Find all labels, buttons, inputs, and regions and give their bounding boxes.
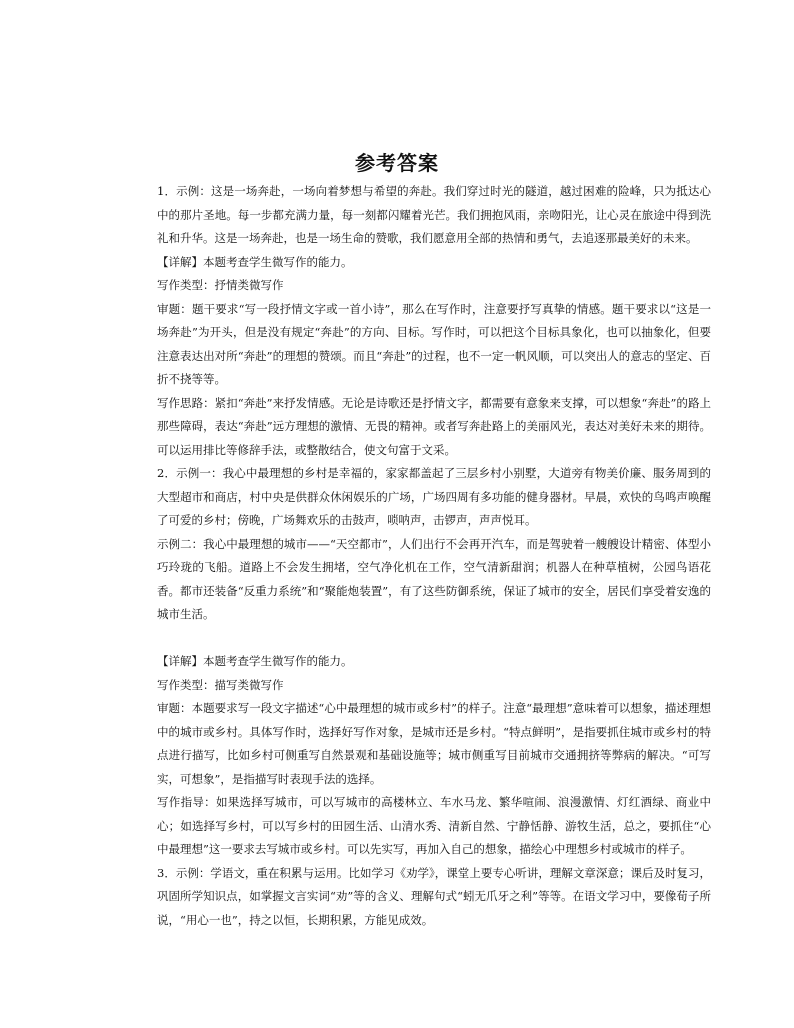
answer-2-writing-type: 写作类型：描写类微写作	[157, 677, 284, 692]
answer-1-explanation-heading: 【详解】本题考查学生微写作的能力。	[157, 254, 353, 269]
answer-1-example: 1．示例：这是一场奔赴，一场向着梦想与希望的奔赴。我们穿过时光的隧道，越过困难的险峰，只为抵达心中的那片圣地。每一步都充满力量，每一刻都闪耀着光芒。我们拥抱风雨，亲吻阳光，让心灵在旅途中得到洗礼和升华。这是一场奔赴，也是一场生命的赞歌，我们愿意用全部的热情和勇气，去追逐那最美好的未来。	[157, 184, 711, 245]
answer-2-explanation-heading: 【详解】本题考查学生微写作的能力。	[157, 654, 353, 668]
answer-2-example-1: 2．示例一：我心中最理想的乡村是幸福的，家家都盖起了三层乡村小别墅，大道旁有物美价廉、服务周到的大型超市和商店，村中央是供群众休闲娱乐的广场，广场四周有多功能的健身器材。早晨，欢快的鸟鸣声唤醒了可爱的乡村；傍晚，广场舞欢乐的击鼓声，唢呐声，击锣声，声声悦耳。	[157, 466, 711, 527]
blank-line	[157, 627, 711, 651]
answer-1-topic-analysis: 审题：题干要求“写一段抒情文字或一首小诗”，那么在写作时，注意要抒写真挚的情感。题干要求以“这是一场奔赴”为开头，但是没有规定“奔赴”的方向、目标。写作时，可以把这个目标具象化，也可以抽象化，但要注意表达出对所“奔赴”的理想的赞颂。而且“奔赴”的过程，也不一定一帆风顺，可以突出人的意志的坚定、百折不挠等等。	[157, 301, 711, 386]
answer-2-example-2: 示例二：我心中最理想的城市——“天空都市”，人们出行不会再开汽车，而是驾驶着一艘艘设计精密、体型小巧玲珑的飞船。道路上不会发生拥堵，空气净化机在工作，空气清新甜润；机器人在种草植树，公园鸟语花香。都市还装备“反重力系统”和“聚能炮装置”，有了这些防御系统，保证了城市的安全，居民们享受着安逸的城市生活。	[157, 536, 711, 621]
answer-3-example: 3．示例：学语文，重在积累与运用。比如学习《劝学》，课堂上要专心听讲，理解文章深意；课后及时复习，巩固所学知识点，如掌握文言实词“劝”等的含义、理解句式“蚓无爪牙之利”等等。在语文学习中，要像荀子所说，“用心一也”，持之以恒，长期积累，方能见成效。	[157, 865, 711, 927]
answer-1-writing-type: 写作类型：抒情类微写作	[157, 278, 284, 292]
page-title: 参考答案	[355, 151, 439, 175]
answer-1-writing-approach: 写作思路：紧扣“奔赴”来抒发情感。无论是诗歌还是抒情文字，都需要有意象来支撑，可以想象“奔赴”的路上那些障碍，表达“奔赴”远方理想的激情、无畏的精神。或者写奔赴路上的美丽风光，表达对美好未来的期待。可以运用排比等修辞手法，或整散结合，使文句富于文采。	[157, 395, 711, 457]
answer-2-writing-guidance: 写作指导：如果选择写城市，可以写城市的高楼林立、车水马龙、繁华喧闹、浪漫激情、灯红酒绿、商业中心；如选择写乡村，可以写乡村的田园生活、山清水秀、清新自然、宁静恬静、游牧生活，总之，要抓住“心中最理想”这一要求去写城市或乡村。可以先实写，再加入自己的想象，描绘心中理想乡村或城市的样子。	[157, 795, 711, 856]
answer-content	[157, 180, 711, 932]
answer-2-topic-analysis: 审题：本题要求写一段文字描述“心中最理想的城市或乡村”的样子。注意“最理想”意味着可以想象，描述理想中的城市或乡村。具体写作时，选择好写作对象，是城市还是乡村。“特点鲜明”，是指要抓住城市或乡村的特点进行描写，比如乡村可侧重写自然景观和基础设施等；城市侧重写目前城市交通拥挤等弊病的解决。“可写实，可想象”，是指描写时表现手法的选择。	[157, 701, 711, 786]
